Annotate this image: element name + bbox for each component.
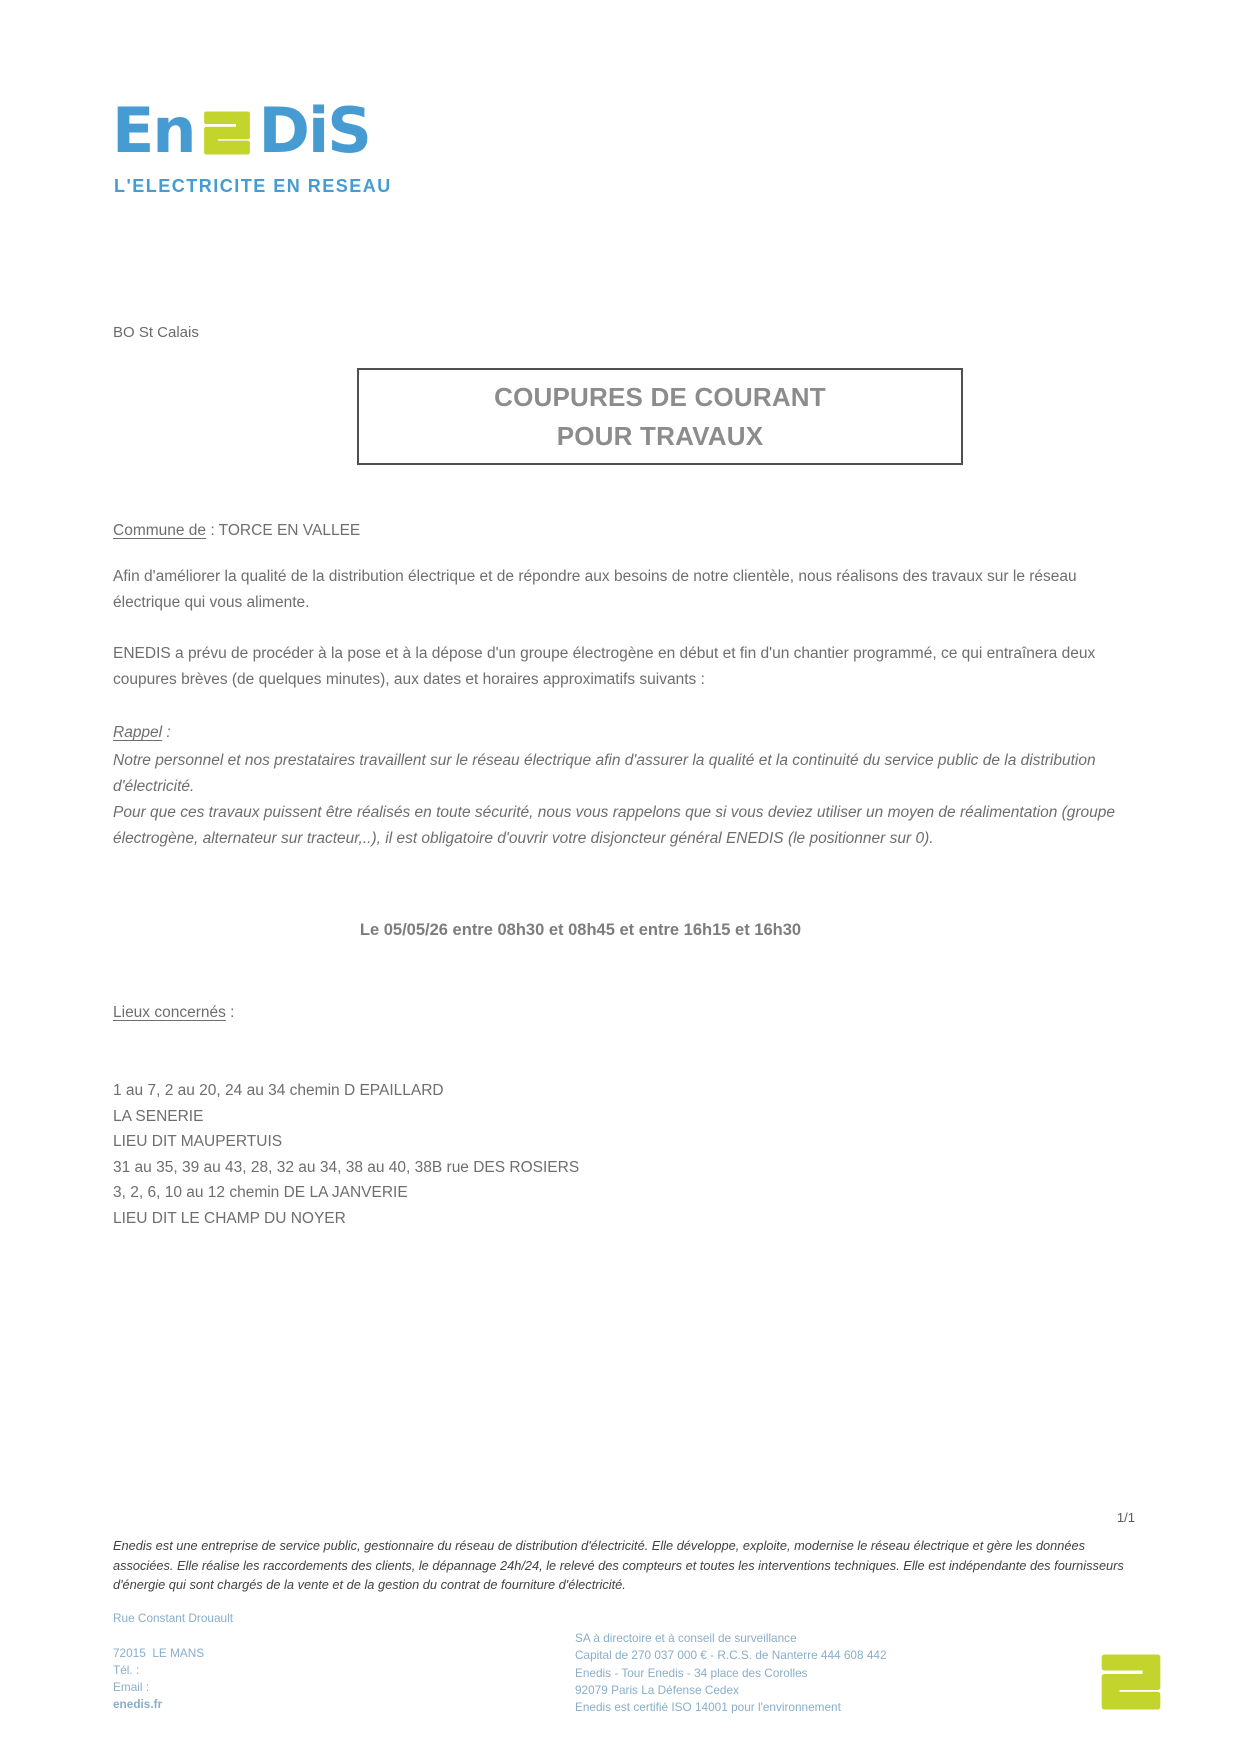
title-line-1: COUPURES DE COURANT (494, 381, 826, 412)
title-line-2: POUR TRAVAUX (556, 420, 764, 451)
locations-colon: : (225, 1004, 235, 1021)
location-item: LIEU DIT MAUPERTUIS (113, 1133, 283, 1151)
footer-street: Rue Constant Drouault (113, 1611, 234, 1625)
footer-company-line: Capital de 270 037 000 € - R.C.S. de Nanterre 444 608 442 (575, 1648, 887, 1663)
locations-heading (113, 1000, 235, 1026)
rappel-colon: : (162, 724, 171, 741)
locations-list (113, 1078, 1138, 1232)
commune-label: Commune de (113, 522, 207, 539)
location-item: LIEU DIT LE CHAMP DU NOYER (113, 1209, 346, 1227)
footer-address-left (113, 1610, 413, 1714)
enedis-e-icon (200, 108, 254, 158)
commune-line (113, 518, 360, 544)
enedis-corner-e-icon (1097, 1650, 1165, 1714)
office-code: BO St Calais (113, 324, 199, 341)
footer-website: enedis.fr (113, 1697, 163, 1712)
footer-email-label: Email : (113, 1680, 150, 1695)
title-box (357, 368, 963, 465)
footer-company-line: Enedis - Tour Enedis - 34 place des Corolles (575, 1665, 808, 1680)
logo-tagline: L'ELECTRICITE EN RESEAU (114, 176, 392, 196)
footer-company-line: SA à directoire et à conseil de surveillance (575, 1631, 797, 1645)
rappel-paragraph-1: Notre personnel et nos prestataires travaillent sur le réseau électrique afin d'assurer la qualité et la continuité du service public de la distribution d'électricité. (113, 752, 1096, 795)
rappel-heading (113, 720, 171, 746)
location-item: 3, 2, 6, 10 au 12 chemin DE LA JANVERIE (113, 1184, 408, 1202)
locations-label: Lieux concernés (113, 1004, 226, 1021)
paragraph-works: ENEDIS a prévu de procéder à la pose et à la dépose d'un groupe électrogène en début et fin d'un chantier programmé, ce qui entraînera deux coupures brèves (de quelques minutes), aux dates et horaires approximatifs suivants : (113, 645, 1096, 688)
commune-value: : TORCE EN VALLEE (206, 522, 361, 539)
rappel-label: Rappel (113, 724, 163, 741)
footer-city: 72015 LE MANS (113, 1645, 205, 1660)
footer-blank-line (113, 1627, 413, 1644)
outage-schedule: Le 05/05/26 entre 08h30 et 08h45 et entre 16h15 et 16h30 (359, 921, 802, 939)
logo-text-dis: DiS (258, 94, 370, 167)
footer-phone-label: Tél. : (113, 1662, 140, 1677)
rappel-paragraph-2: Pour que ces travaux puissent être réalisés en toute sécurité, nous vous rappelons que si vous deviez utiliser un moyen de réalimentation (groupe électrogène, alternateur sur tracteur,..), il est obligatoire d'ouvrir votre disjoncteur général ENEDIS (le positionner sur 0). (113, 804, 1116, 847)
footer-company-info (575, 1630, 995, 1716)
footer-company-line: Enedis est certifié ISO 14001 pour l'environnement (575, 1700, 841, 1715)
location-item: 31 au 35, 39 au 43, 28, 32 au 34, 38 au 40, 38B rue DES ROSIERS (113, 1158, 580, 1176)
paragraph-intro: Afin d'améliorer la qualité de la distribution électrique et de répondre aux besoins de notre clientèle, nous réalisons des travaux sur le réseau électrique qui vous alimente. (113, 568, 1077, 611)
footer-company-line: 92079 Paris La Défense Cedex (575, 1682, 739, 1697)
location-item: LA SENERIE (113, 1107, 204, 1125)
enedis-logo (112, 94, 370, 167)
legal-text: Enedis est une entreprise de service public, gestionnaire du réseau de distribution d'électricité. Elle développe, exploite, modernise le réseau électrique et gère les données associées. Elle réalise les raccordements des clients, le dépannage 24h/24, le relevé des compteurs et toutes les interventions techniques. Elle est indépendante des fournisseurs d'énergie qui sont chargés de la vente et de la gestion du contrat de fourniture d'électricité. (113, 1538, 1124, 1592)
logo-text-en: En (112, 94, 195, 167)
page-number: 1/1 (1116, 1510, 1135, 1525)
location-item: 1 au 7, 2 au 20, 24 au 34 chemin D EPAILLARD (113, 1082, 444, 1099)
